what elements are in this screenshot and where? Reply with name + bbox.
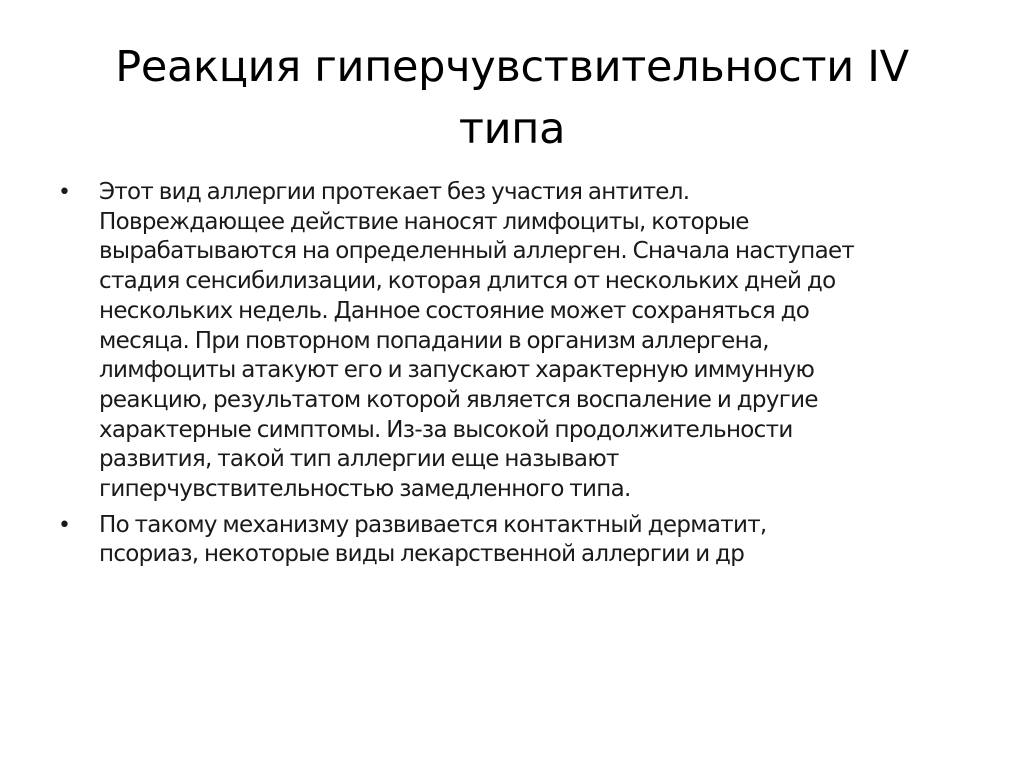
bullet-list xyxy=(58,178,978,576)
bullet-item xyxy=(58,178,978,505)
bullet-text-line: гиперчувствительностью замедленного типа. xyxy=(99,476,631,503)
bullet-icon: • xyxy=(58,512,71,538)
bullet-text-line: Повреждающее действие наносят лимфоциты, которые xyxy=(99,208,749,235)
bullet-text-line: стадия сенсибилизации, которая длится от нескольких дней до xyxy=(99,268,836,295)
bullet-text-line: реакцию, результатом которой является воспаление и другие xyxy=(99,386,818,413)
bullet-text-line: характерные симптомы. Из-за высокой продолжительности xyxy=(99,416,793,443)
bullet-text-line: Этот вид аллергии протекает без участия антител. xyxy=(99,179,690,205)
bullet-text-line: развития, такой тип аллергии еще называют xyxy=(99,446,619,473)
bullet-text-line: лимфоциты атакуют его и запускают характерную иммунную xyxy=(99,357,815,384)
bullet-text-line: По такому механизму развивается контактный дерматит, xyxy=(99,511,767,538)
bullet-text-line: вырабатываются на определенный аллерген. Сначала наступает xyxy=(99,238,855,265)
bullet-icon: • xyxy=(58,180,71,205)
bullet-item xyxy=(58,511,978,570)
bullet-text-line: месяца. При повторном попадании в организм аллергена, xyxy=(99,327,769,354)
bullet-text-line: нескольких недель. Данное состояние может сохраняться до xyxy=(99,297,810,324)
slide-title: Реакция гиперчувствительности IV типа xyxy=(115,42,909,154)
bullet-text-line: псориаз, некоторые виды лекарственной аллергии и др xyxy=(99,541,745,568)
